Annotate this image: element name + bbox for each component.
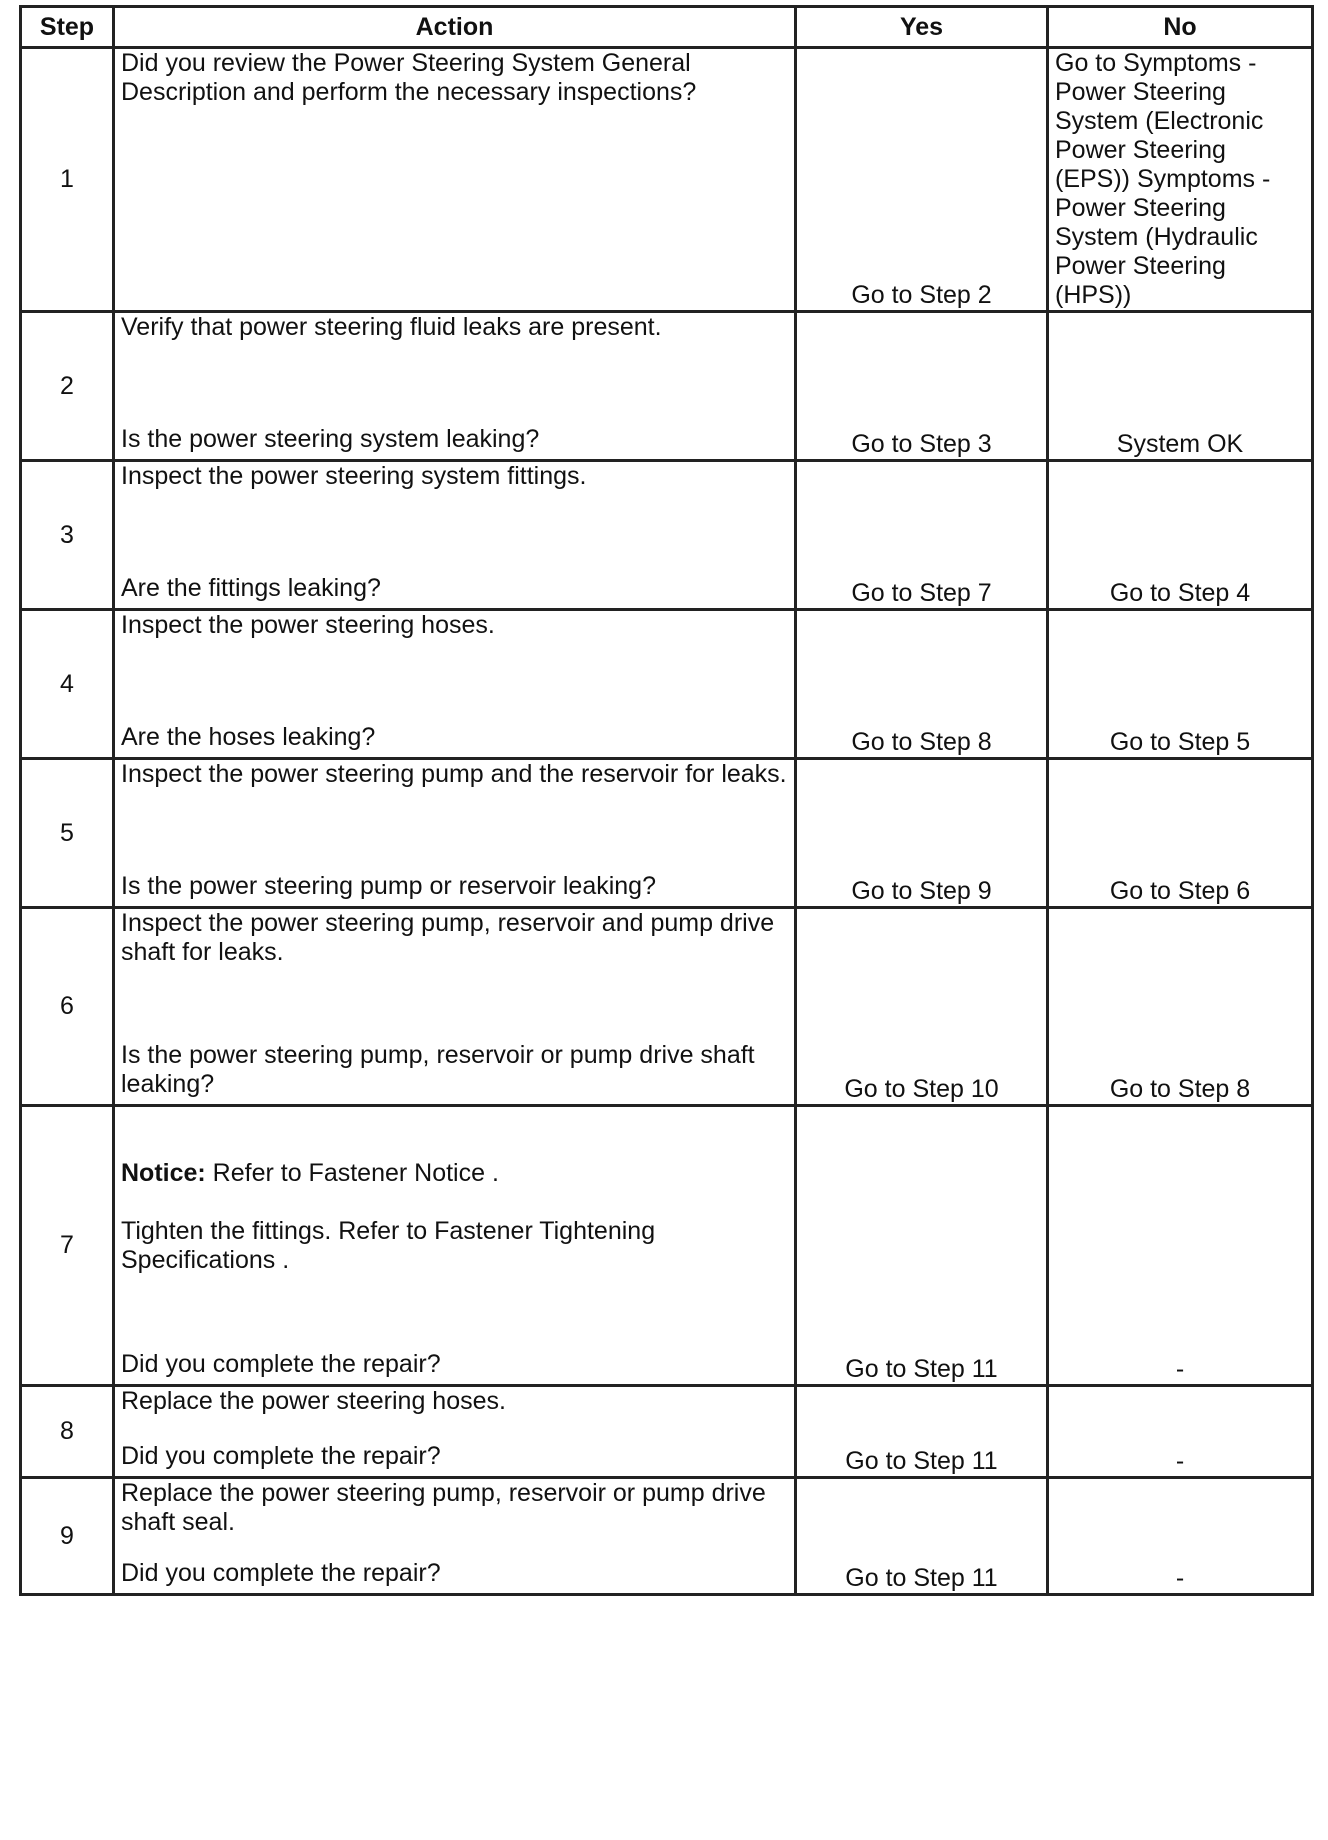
table-row <box>21 312 1313 461</box>
table-row <box>21 48 1313 312</box>
yes-cell: Go to Step 11 <box>796 1478 1048 1595</box>
no-cell: - <box>1048 1478 1313 1595</box>
diagnostic-table <box>19 5 1314 1596</box>
action-text: Inspect the power steering hoses. <box>121 611 495 639</box>
no-cell: Go to Step 4 <box>1048 461 1313 610</box>
table-row <box>21 908 1313 1106</box>
no-cell: Go to Step 6 <box>1048 759 1313 908</box>
step-number: 4 <box>21 610 114 759</box>
action-cell <box>114 610 796 759</box>
action-cell <box>114 312 796 461</box>
action-text: Inspect the power steering pump and the reservoir for leaks. <box>121 760 787 788</box>
step-number: 8 <box>21 1386 114 1478</box>
action-text: Inspect the power steering system fittings. <box>121 462 587 490</box>
question-text: Is the power steering system leaking? <box>121 425 540 453</box>
action-text: Did you review the Power Steering System General Description and perform the necessary inspections? <box>121 49 697 106</box>
step-number: 9 <box>21 1478 114 1595</box>
question-text: Did you complete the repair? <box>121 1350 441 1378</box>
notice-label: Notice: <box>121 1159 206 1187</box>
action-cell <box>114 48 796 312</box>
header-yes: Yes <box>796 7 1048 48</box>
step-number: 7 <box>21 1106 114 1386</box>
header-row <box>21 7 1313 48</box>
question-text: Did you complete the repair? <box>121 1442 441 1470</box>
step-number: 3 <box>21 461 114 610</box>
step-number: 6 <box>21 908 114 1106</box>
no-cell: - <box>1048 1106 1313 1386</box>
step-number: 5 <box>21 759 114 908</box>
question-text: Are the hoses leaking? <box>121 723 376 751</box>
question-text: Did you complete the repair? <box>121 1559 441 1587</box>
header-step: Step <box>21 7 114 48</box>
yes-cell: Go to Step 11 <box>796 1106 1048 1386</box>
action-cell <box>114 908 796 1106</box>
yes-cell: Go to Step 10 <box>796 908 1048 1106</box>
yes-cell: Go to Step 8 <box>796 610 1048 759</box>
header-action: Action <box>114 7 796 48</box>
yes-cell: Go to Step 7 <box>796 461 1048 610</box>
yes-cell: Go to Step 11 <box>796 1386 1048 1478</box>
action-text: Replace the power steering pump, reservoir or pump drive shaft seal. <box>121 1479 766 1536</box>
action-text: Tighten the fittings. Refer to Fastener Tightening Specifications . <box>121 1217 656 1274</box>
table-row <box>21 461 1313 610</box>
table-row <box>21 1478 1313 1595</box>
action-cell <box>114 461 796 610</box>
yes-cell: Go to Step 9 <box>796 759 1048 908</box>
no-cell: Go to Step 5 <box>1048 610 1313 759</box>
no-cell: System OK <box>1048 312 1313 461</box>
table-row <box>21 759 1313 908</box>
action-cell <box>114 759 796 908</box>
no-cell: Go to Symptoms - Power Steering System (Electronic Power Steering (EPS)) Symptoms - Power Steering System (Hydraulic Power Steering (HPS)) <box>1048 48 1313 312</box>
action-cell <box>114 1478 796 1595</box>
table-row <box>21 610 1313 759</box>
action-text: Replace the power steering hoses. <box>121 1387 506 1415</box>
action-text: Inspect the power steering pump, reservoir and pump drive shaft for leaks. <box>121 909 775 966</box>
question-text: Is the power steering pump or reservoir leaking? <box>121 872 656 900</box>
table-row <box>21 1386 1313 1478</box>
question-text: Are the fittings leaking? <box>121 574 381 602</box>
action-text: Verify that power steering fluid leaks are present. <box>121 313 662 341</box>
header-no: No <box>1048 7 1313 48</box>
no-cell: - <box>1048 1386 1313 1478</box>
yes-cell: Go to Step 3 <box>796 312 1048 461</box>
yes-cell: Go to Step 2 <box>796 48 1048 312</box>
action-cell <box>114 1106 796 1386</box>
notice-text: Refer to Fastener Notice . <box>205 1159 499 1187</box>
table-row <box>21 1106 1313 1386</box>
action-cell <box>114 1386 796 1478</box>
notice-line <box>121 1159 788 1188</box>
question-text: Is the power steering pump, reservoir or pump drive shaft leaking? <box>121 1041 755 1098</box>
no-cell: Go to Step 8 <box>1048 908 1313 1106</box>
step-number: 2 <box>21 312 114 461</box>
step-number: 1 <box>21 48 114 312</box>
